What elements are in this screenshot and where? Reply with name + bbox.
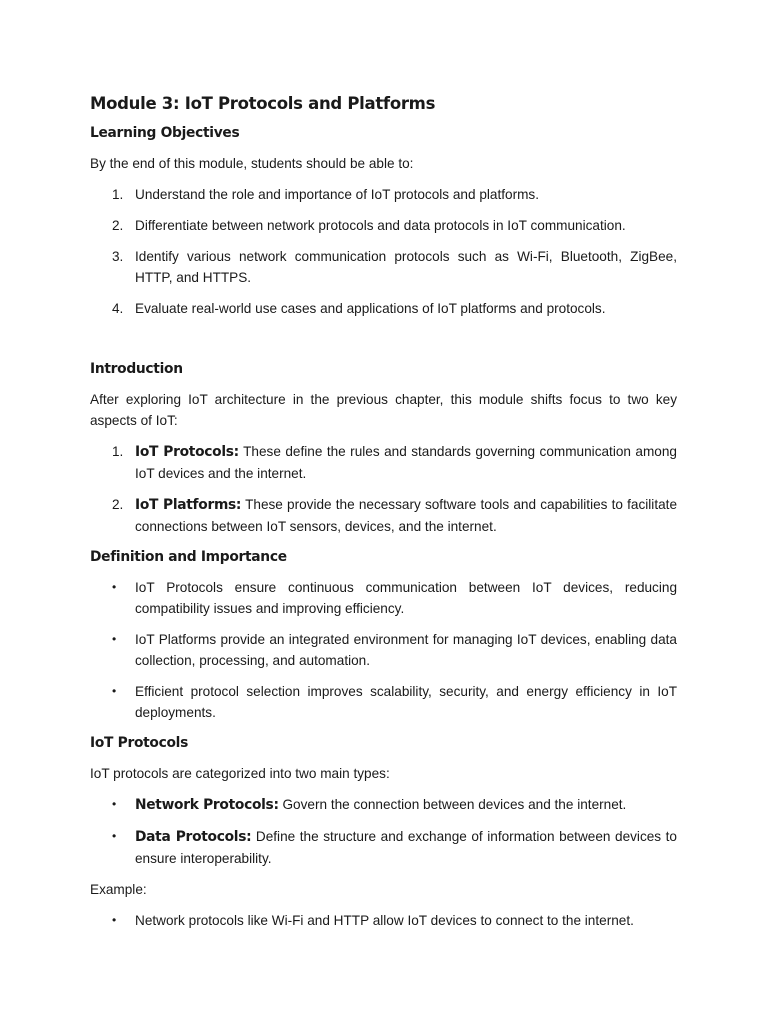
- term-description: Define the structure and exchange of information between devices to ensure interoperability.: [135, 829, 677, 866]
- example-list: [90, 910, 677, 931]
- introduction-paragraph: After exploring IoT architecture in the previous chapter, this module shifts focus to two key aspects of IoT:: [90, 392, 677, 428]
- learning-objectives-intro: By the end of this module, students should be able to:: [90, 156, 414, 171]
- term-label: Network Protocols:: [135, 797, 279, 813]
- list-item: [90, 215, 677, 236]
- list-item-text: Efficient protocol selection improves scalability, security, and energy efficiency in IoT deployments.: [135, 684, 677, 720]
- list-item: [90, 441, 677, 484]
- introduction-heading: Introduction: [90, 361, 183, 377]
- list-item: [90, 246, 677, 288]
- term-description: Govern the connection between devices and the internet.: [278, 797, 627, 812]
- iot-protocols-intro: IoT protocols are categorized into two main types:: [90, 766, 390, 781]
- learning-objectives-heading: Learning Objectives: [90, 125, 240, 141]
- list-item: [90, 298, 677, 319]
- list-number: 4.: [112, 301, 124, 316]
- list-item: [90, 681, 677, 723]
- list-item: [90, 577, 677, 619]
- document-content: [90, 92, 677, 941]
- section-spacer: [90, 329, 677, 359]
- list-number: 1.: [112, 444, 124, 459]
- list-item-text: Differentiate between network protocols and data protocols in IoT communication.: [135, 218, 626, 233]
- bullet-marker: •: [112, 797, 117, 811]
- bullet-marker: •: [112, 632, 117, 646]
- list-item-text: IoT Platforms provide an integrated environment for managing IoT devices, enabling data collection, processing, and automation.: [135, 632, 677, 668]
- list-item: [90, 184, 677, 205]
- list-item: [90, 629, 677, 671]
- list-item: [90, 826, 677, 869]
- list-item-text: Network protocols like Wi-Fi and HTTP allow IoT devices to connect to the internet.: [135, 913, 634, 928]
- bullet-marker: •: [112, 913, 117, 927]
- list-item-text: IoT Protocols ensure continuous communication between IoT devices, reducing compatibility issues and improving efficiency.: [135, 580, 677, 616]
- bullet-marker: •: [112, 684, 117, 698]
- term-label: IoT Platforms:: [135, 497, 242, 513]
- list-item-text: Evaluate real-world use cases and applications of IoT platforms and protocols.: [135, 301, 606, 316]
- introduction-list: [90, 441, 677, 537]
- iot-protocols-heading: IoT Protocols: [90, 735, 188, 751]
- protocol-types-list: [90, 794, 677, 869]
- list-item: [90, 794, 677, 816]
- learning-objectives-list: [90, 184, 677, 319]
- list-number: 3.: [112, 249, 124, 264]
- page-title: Module 3: IoT Protocols and Platforms: [90, 94, 436, 113]
- list-item-text: Understand the role and importance of IoT protocols and platforms.: [135, 187, 540, 202]
- bullet-marker: •: [112, 829, 117, 843]
- definition-heading: Definition and Importance: [90, 549, 287, 565]
- list-number: 2.: [112, 218, 124, 233]
- term-description: These provide the necessary software tools and capabilities to facilitate connections between IoT sensors, devices, and the internet.: [135, 497, 678, 534]
- list-number: 2.: [112, 497, 124, 512]
- definition-list: [90, 577, 677, 723]
- term-label: IoT Protocols:: [135, 444, 239, 460]
- term-label: Data Protocols:: [135, 829, 252, 845]
- list-number: 1.: [112, 187, 124, 202]
- list-item: [90, 494, 677, 537]
- list-item-text: Identify various network communication protocols such as Wi-Fi, Bluetooth, ZigBee, HTTP, and HTTPS.: [135, 249, 677, 285]
- bullet-marker: •: [112, 580, 117, 594]
- list-item: [90, 910, 677, 931]
- term-description: These define the rules and standards governing communication among IoT devices and the internet.: [135, 444, 677, 481]
- example-label: Example:: [90, 882, 147, 897]
